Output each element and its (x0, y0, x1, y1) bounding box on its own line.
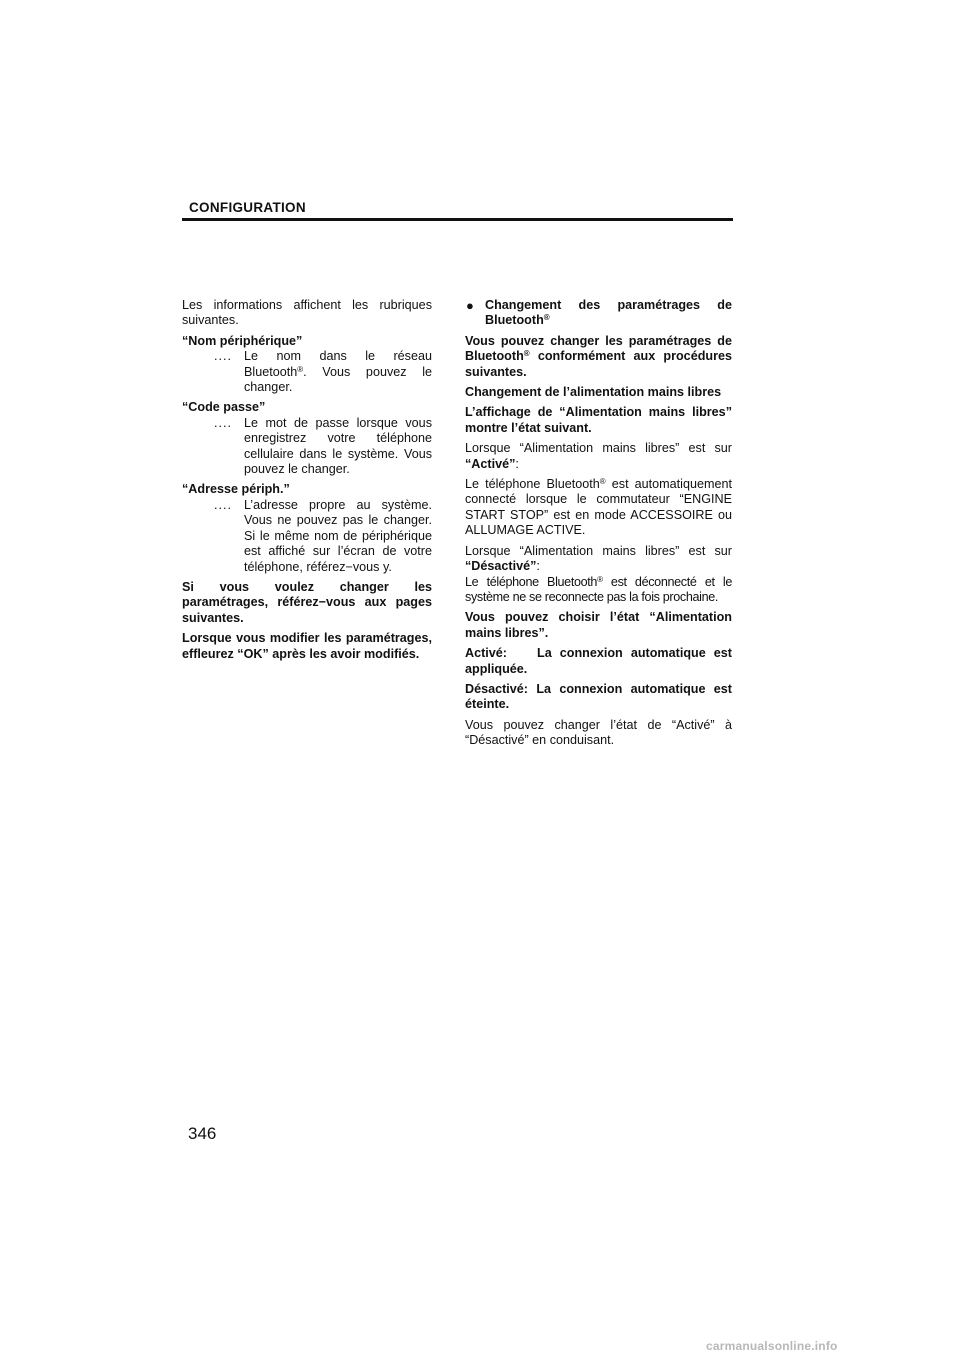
definition-text: Le mot de passe lorsque vous enregistrez votre téléphone cellulaire dans le système. Vous pouvez le changer. (244, 415, 432, 477)
note-change-settings: Si vous voulez changer les paramétrages, référez−vous aux pages suivantes. (182, 579, 432, 625)
state-on-text: Lorsque “Alimentation mains libres” est sur (465, 441, 732, 456)
state-off-intro (465, 544, 732, 575)
driving-note: Vous pouvez changer l’état de “Activé” à “Désactivé” en conduisant. (465, 717, 732, 748)
state-on-description: Le téléphone Bluetooth® est automatiquement connecté lorsque le commutateur “ENGINE START STOP” est en mode ACCESSOIRE ou ALLUMAGE ACTIVE. (465, 477, 732, 538)
term-passcode: “Code passe” (182, 400, 266, 415)
definition-text: L’adresse propre au système. Vous ne pouvez pas le changer. Si le même nom de périphérique est affiché sur l’écran de votre téléphone, référez−vous y. (244, 497, 432, 574)
option-active-key: Activé: (465, 646, 507, 661)
leader-dots: .... (214, 415, 232, 430)
procedure-intro: Vous pouvez changer les paramétrages de Bluetooth® conformément aux procédures suivantes. (465, 333, 732, 379)
option-inactive-value: La connexion automatique est éteinte. (465, 681, 732, 712)
choose-state-text: Vous pouvez choisir l’état “Alimentation mains libres”. (465, 610, 732, 640)
left-column (182, 298, 432, 667)
state-on-intro (465, 441, 732, 472)
option-active (465, 646, 732, 677)
leader-dots: .... (214, 497, 232, 512)
bullet-heading (465, 298, 732, 329)
header-rule (182, 218, 733, 221)
watermark: carmanualsonline.info (706, 1339, 838, 1353)
state-off-description: Le téléphone Bluetooth® est déconnecté et le système ne se reconnecte pas la fois prochaine. (465, 574, 732, 604)
state-off-text: Lorsque “Alimentation mains libres” est sur (465, 543, 732, 558)
term-device-name: “Nom périphérique” (182, 333, 303, 348)
bullet-heading-text: Changement des paramétrages de Bluetooth® (485, 298, 732, 328)
note-touch-ok: Lorsque vous modifier les paramétrages, effleurez “OK” après les avoir modifiés. (182, 631, 432, 661)
option-inactive (465, 682, 732, 713)
definition-text: Le nom dans le réseau Bluetooth®. Vous pouvez le changer. (244, 349, 432, 395)
page-number: 346 (188, 1124, 217, 1143)
intro-text: Les informations affichent les rubriques suivantes. (182, 298, 432, 328)
state-off-colon: : (536, 559, 540, 574)
display-state-text: L’affichage de “Alimentation mains libres” montre l’état suivant. (465, 405, 732, 435)
definition-passcode (182, 416, 432, 478)
definition-device-address (182, 498, 432, 575)
definition-device-name (182, 349, 432, 395)
state-on-label: “Activé” (465, 456, 516, 471)
bullet-dot-icon: ● (466, 298, 474, 313)
state-on-colon: : (515, 456, 519, 471)
subheading-power: Changement de l’alimentation mains libres (465, 385, 722, 400)
option-inactive-key: Désactivé: (465, 681, 529, 696)
leader-dots: .... (214, 349, 232, 364)
term-device-address: “Adresse périph.” (182, 482, 290, 497)
option-active-value: La connexion automatique est appliquée. (465, 646, 732, 676)
right-column (465, 298, 732, 754)
state-off-label: “Désactivé” (465, 559, 537, 574)
section-title: CONFIGURATION (189, 200, 306, 215)
